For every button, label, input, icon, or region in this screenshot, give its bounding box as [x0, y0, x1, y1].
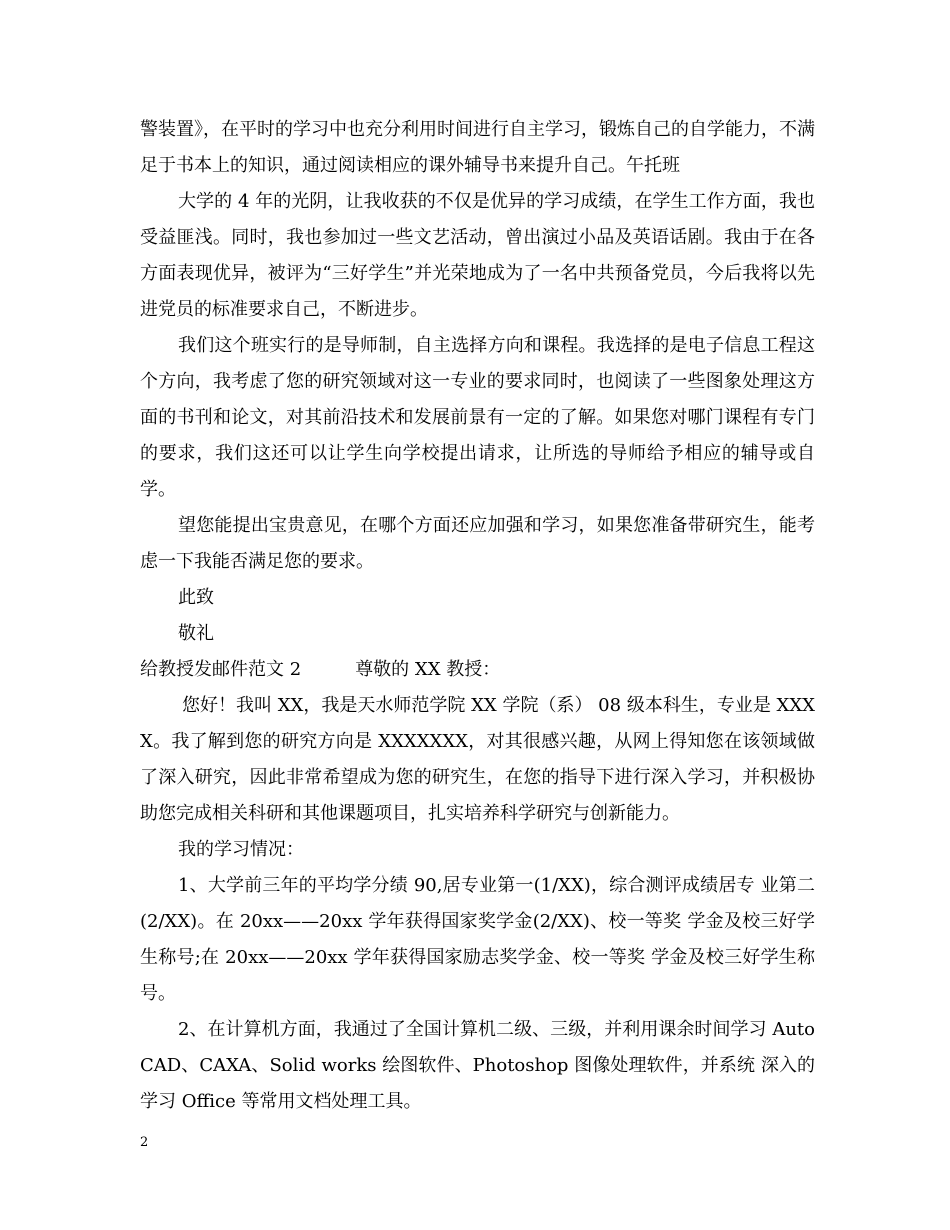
closing-cizhi: 此致 [178, 587, 214, 608]
page-number: 2 [140, 1135, 149, 1150]
section-title: 给教授发邮件范文 2 [140, 659, 302, 680]
section-heading-line [140, 652, 815, 688]
closing-jingli: 敬礼 [178, 623, 214, 644]
paragraph-study-grades: 1、大学前三年的平均学分绩 90,居专业第一(1/XX)，综合测评成绩居专 业第二(2/XX)。在 20xx——20xx 学年获得国家奖学金(2/XX)、校一等奖 学金及校三好学生称号;在 20xx——20xx 学年获得国家励志奖学金、校一等奖 学金及校三好学生称号。 [140, 875, 815, 1004]
paragraph-university-years: 大学的 4 年的光阴，让我收获的不仅是优异的学习成绩，在学生工作方面，我也受益匪浅。同时，我也参加过一些文艺活动，曾出演过小品及英语话剧。我由于在各方面表现优异，被评为“三好学生”并光荣地成为了一名中共预备党员，今后我将以先进党员的标准要求自己，不断进步。 [140, 191, 815, 320]
paragraph-computer-skills: 2、在计算机方面，我通过了全国计算机二级、三级，并利用课余时间学习 AutoCAD、CAXA、Solid works 绘图软件、Photoshop 图像处理软件，并系统 深入的学习 Office 等常用文档处理工具。 [140, 1019, 815, 1112]
paragraph-request-advice: 望您能提出宝贵意见，在哪个方面还应加强和学习，如果您准备带研究生，能考虑一下我能否满足您的要求。 [140, 515, 815, 572]
salutation: 尊敬的 XX 教授： [355, 659, 501, 680]
document-body [140, 112, 815, 1120]
paragraph-mentor-system: 我们这个班实行的是导师制，自主选择方向和课程。我选择的是电子信息工程这个方向，我考虑了您的研究领域对这一专业的要求同时，也阅读了一些图象处理这方面的书刊和论文，对其前沿技术和发展前景有一定的了解。如果您对哪门课程有专门的要求，我们这还可以让学生向学校提出请求，让所选的导师给予相应的辅导或自学。 [140, 335, 815, 500]
paragraph-continuation: 警装置》，在平时的学习中也充分利用时间进行自主学习，锻炼自己的自学能力，不满足于书本上的知识，通过阅读相应的课外辅导书来提升自己。午托班 [140, 119, 815, 176]
study-heading: 我的学习情况： [178, 839, 304, 860]
paragraph-introduction: 您好！我叫 XX，我是天水师范学院 XX 学院（系） 08 级本科生，专业是 XXXX。我了解到您的研究方向是 XXXXXXX，对其很感兴趣，从网上得知您在该领域做了深入研究，因此非常希望成为您的研究生，在您的指导下进行深入学习，并积极协助您完成相关科研和其他课题项目，扎实培养科学研究与创新能力。 [140, 695, 815, 824]
